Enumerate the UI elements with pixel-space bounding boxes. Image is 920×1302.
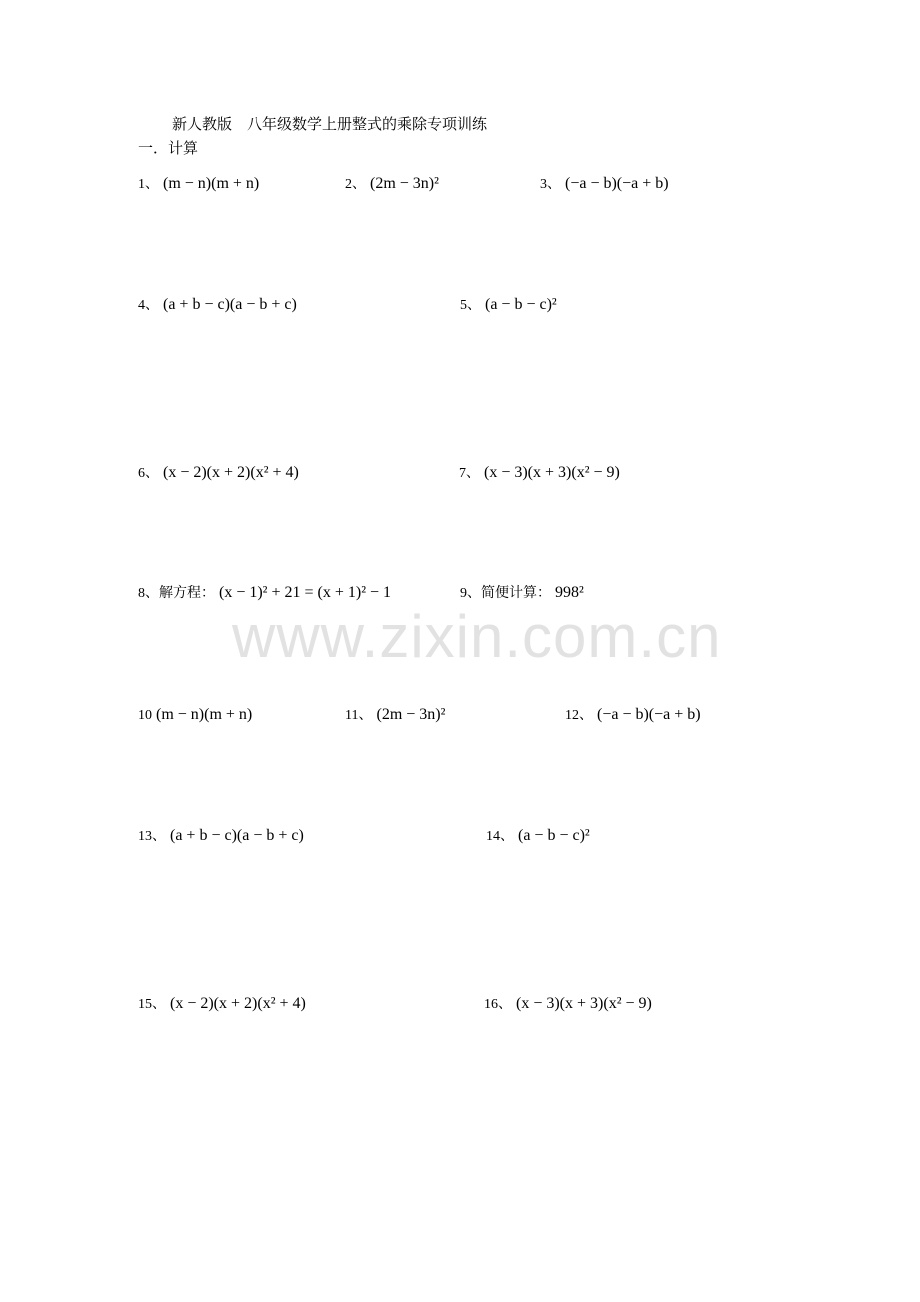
problem-5 <box>460 295 557 316</box>
problem-4 <box>138 295 297 316</box>
problem-12 <box>565 705 701 726</box>
problem-number: 1、 <box>138 177 159 192</box>
page-title: 新人教版 八年级数学上册整式的乘除专项训练 <box>172 117 488 133</box>
problem-1 <box>138 174 259 195</box>
problem-number: 13、 <box>138 829 166 844</box>
problem-16 <box>484 994 652 1015</box>
problem-expression: (x − 2)(x + 2)(x² + 4) <box>163 464 299 481</box>
problem-expression: (x − 3)(x + 3)(x² − 9) <box>484 464 620 481</box>
problem-number: 15、 <box>138 997 166 1012</box>
problem-expression: (−a − b)(−a + b) <box>565 175 669 192</box>
problem-10 <box>138 705 252 726</box>
problem-expression: 998² <box>555 584 584 601</box>
problem-3 <box>540 174 669 195</box>
problem-expression: (x − 1)² + 21 = (x + 1)² − 1 <box>219 584 392 601</box>
problem-number: 5、 <box>460 298 481 313</box>
problem-14 <box>486 826 590 847</box>
problem-expression: (m − n)(m + n) <box>156 706 253 723</box>
problem-expression: (m − n)(m + n) <box>163 175 260 192</box>
problem-expression: (2m − 3n)² <box>376 706 446 723</box>
problem-13 <box>138 826 304 847</box>
problem-expression: (a + b − c)(a − b + c) <box>163 296 297 313</box>
problem-expression: (x − 3)(x + 3)(x² − 9) <box>516 995 652 1012</box>
problem-number: 8、解方程： <box>138 586 215 601</box>
problem-6 <box>138 463 299 484</box>
problem-8 <box>138 583 391 604</box>
problem-number: 11、 <box>345 708 373 723</box>
problem-7 <box>459 463 620 484</box>
problem-number: 12、 <box>565 708 593 723</box>
problem-number: 14、 <box>486 829 514 844</box>
section-heading: 一．计算 <box>138 141 199 157</box>
problem-number: 16、 <box>484 997 512 1012</box>
problem-expression: (a − b − c)² <box>518 827 590 844</box>
problem-number: 9、简便计算： <box>460 586 551 601</box>
problem-number: 4、 <box>138 298 159 313</box>
problem-number: 2、 <box>345 177 366 192</box>
problem-expression: (2m − 3n)² <box>370 175 439 192</box>
problem-number: 6、 <box>138 466 159 481</box>
problem-2 <box>345 174 439 195</box>
watermark: www.zixin.com.cn <box>232 603 722 670</box>
problem-number: 7、 <box>459 466 480 481</box>
problem-expression: (a − b − c)² <box>485 296 557 313</box>
problem-number: 3、 <box>540 177 561 192</box>
problem-expression: (x − 2)(x + 2)(x² + 4) <box>170 995 306 1012</box>
problem-expression: (−a − b)(−a + b) <box>597 706 701 723</box>
problem-9 <box>460 583 584 604</box>
problem-number: 10 <box>138 708 152 723</box>
problem-expression: (a + b − c)(a − b + c) <box>170 827 304 844</box>
problem-11 <box>345 705 445 726</box>
problem-15 <box>138 994 306 1015</box>
